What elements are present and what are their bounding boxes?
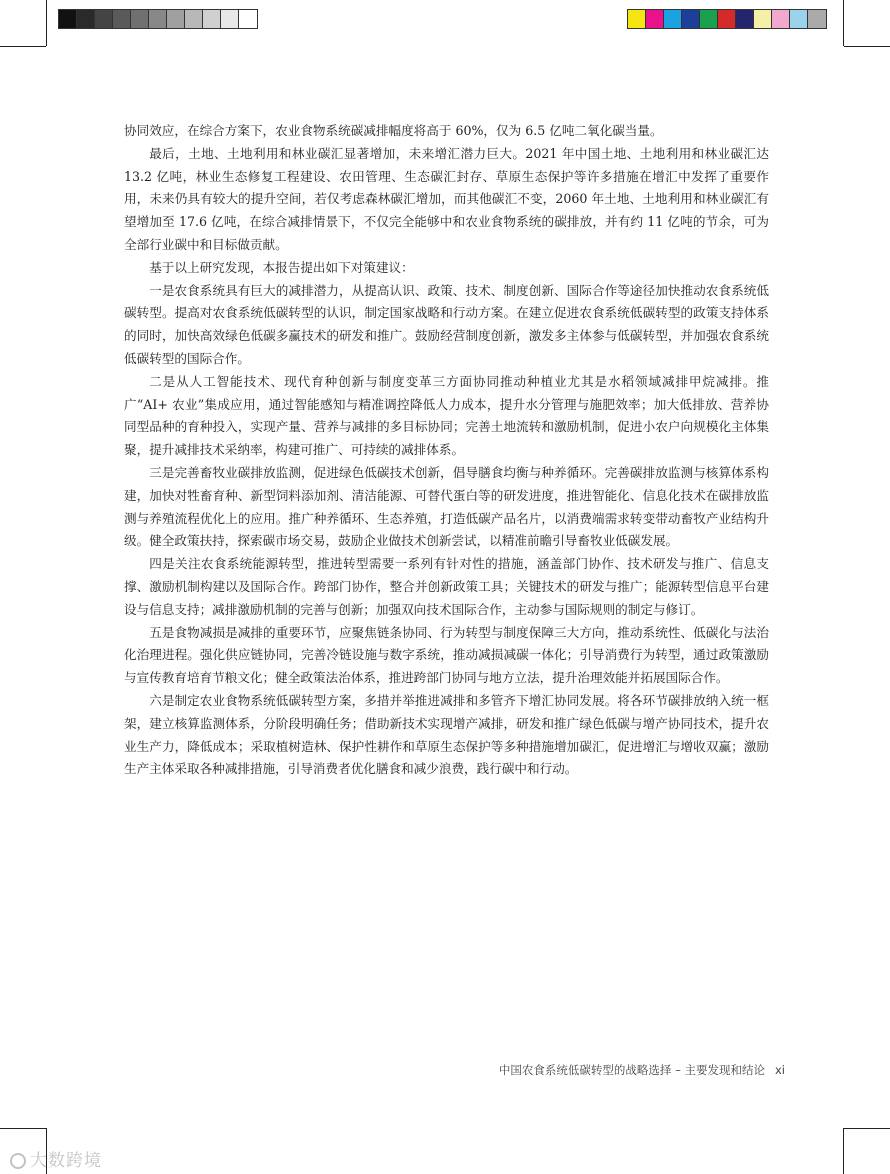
watermark-logo-icon bbox=[10, 1153, 26, 1169]
gray-swatch-1 bbox=[59, 10, 77, 28]
gray-swatch-2 bbox=[77, 10, 95, 28]
crop-mark-top-left-h bbox=[0, 46, 46, 47]
grayscale-calibration-bar bbox=[58, 9, 258, 29]
main-text bbox=[124, 120, 769, 781]
paragraph-recommendations-intro: 基于以上研究发现，本报告提出如下对策建议： bbox=[149, 259, 414, 275]
color-swatch-9 bbox=[772, 10, 790, 28]
paragraph-continuation: 协同效应，在综合方案下，农业食物系统碳减排幅度将高于 60%，仅为 6.5 亿吨二氧化碳当量。 bbox=[124, 123, 663, 138]
gray-swatch-7 bbox=[167, 10, 185, 28]
color-swatch-8 bbox=[754, 10, 772, 28]
crop-mark-top-right-v bbox=[843, 0, 844, 46]
gray-swatch-3 bbox=[95, 10, 113, 28]
running-title: 中国农食系统低碳转型的战略选择 – 主要发现和结论 bbox=[498, 1063, 765, 1077]
color-swatch-11 bbox=[808, 10, 826, 28]
crop-mark-bottom-right-v bbox=[843, 1128, 844, 1174]
color-swatch-4 bbox=[682, 10, 700, 28]
color-swatch-7 bbox=[736, 10, 754, 28]
gray-swatch-10 bbox=[221, 10, 239, 28]
color-swatch-1 bbox=[628, 10, 646, 28]
color-swatch-5 bbox=[700, 10, 718, 28]
gray-swatch-5 bbox=[131, 10, 149, 28]
paragraph-recommendation-5: 五是食物减损是减排的重要环节，应聚焦链条协同、行为转型与制度保障三大方向，推动系统性、低碳化与法治化治理进程。强化供应链协同，完善冷链设施与数字系统，推动减损减碳一体化；引导消费行为转型，通过政策激励与宣传教育培育节粮文化；健全政策法治体系，推进跨部门协同与地方立法，提升治理效能并拓展国际合作。 bbox=[124, 624, 769, 686]
gray-swatch-8 bbox=[185, 10, 203, 28]
paragraph-recommendation-4: 四是关注农食系统能源转型，推进转型需要一系列有针对性的措施，涵盖部门协作、技术研发与推广、信息支撑、激励机制构建以及国际合作。跨部门协作，整合并创新政策工具；关键技术的研发与推广；能源转型信息平台建设与信息支持；减排激励机制的完善与创新；加强双向技术国际合作，主动参与国际规则的制定与修订。 bbox=[124, 556, 769, 617]
color-swatch-6 bbox=[718, 10, 736, 28]
gray-swatch-11 bbox=[239, 10, 257, 28]
crop-mark-bottom-left-h bbox=[0, 1128, 46, 1129]
crop-mark-top-right-h bbox=[844, 46, 890, 47]
color-swatch-2 bbox=[646, 10, 664, 28]
paragraph-recommendation-2: 二是从人工智能技术、现代育种创新与制度变革三方面协同推动种植业尤其是水稻领域减排甲烷减排。推广“AI+ 农业”集成应用，通过智能感知与精准调控降低人力成本，提升水分管理与施肥效率；加大低排放、营养协同型品种的育种投入，实现产量、营养与减排的多目标协同；完善土地流转和激励机制，促进小农户向规模化主体集聚，提升减排技术采纳率，构建可推广、可持续的减排体系。 bbox=[124, 373, 769, 458]
watermark-text: 大数跨境 bbox=[30, 1151, 102, 1171]
page-number: xi bbox=[774, 1063, 785, 1077]
page-footer bbox=[380, 1062, 785, 1078]
crop-mark-top-left-v bbox=[46, 0, 47, 46]
gray-swatch-6 bbox=[149, 10, 167, 28]
color-calibration-bar bbox=[627, 9, 827, 29]
paragraph-recommendation-3: 三是完善畜牧业碳排放监测，促进绿色低碳技术创新，倡导膳食均衡与种养循环。完善碳排放监测与核算体系构建，加快对牲畜育种、新型饲料添加剂、清洁能源、可替代蛋白等的研发进度，推进智能化、信息化技术在碳排放监测与养殖流程优化上的应用。推广种养循环、生态养殖，打造低碳产品名片，以消费端需求转变带动畜牧产业结构升级。健全政策扶持，探索碳市场交易，鼓励企业做技术创新尝试，以精准前瞻引导畜牧业低碳发展。 bbox=[124, 464, 769, 549]
crop-mark-bottom-right-h bbox=[844, 1128, 890, 1129]
paragraph-recommendation-6: 六是制定农业食物系统低碳转型方案，多措并举推进减排和多管齐下增汇协同发展。将各环节碳排放纳入统一框架，建立核算监测体系，分阶段明确任务；借助新技术实现增产减排，研发和推广绿色低碳与增产协同技术，提升农业生产力，降低成本；采取植树造林、保护性耕作和草原生态保护等多种措施增加碳汇，促进增汇与增收双赢；激励生产主体采取各种减排措施，引导消费者优化膳食和减少浪费，践行碳中和行动。 bbox=[124, 692, 769, 777]
color-swatch-10 bbox=[790, 10, 808, 28]
paragraph-carbon-sink: 最后，土地、土地利用和林业碳汇显著增加，未来增汇潜力巨大。2021 年中国土地、土地利用和林业碳汇达 13.2 亿吨，林业生态修复工程建设、农田管理、生态碳汇封存、草原生态保护等许多措施在增汇中发挥了重要作用，未来仍具有较大的提升空间，若仅考虑森林碳汇增加，而其他碳汇不变，2060 年土地、土地利用和林业碳汇有望增加至 17.6 亿吨，在综合减排情景下，不仅完全能够中和农业食物系统的碳排放，并有约 11 亿吨的节余，可为全部行业碳中和目标做贡献。 bbox=[124, 145, 769, 252]
watermark bbox=[10, 1146, 102, 1171]
gray-swatch-9 bbox=[203, 10, 221, 28]
color-swatch-3 bbox=[664, 10, 682, 28]
paragraph-recommendation-1: 一是农食系统具有巨大的减排潜力，从提高认识、政策、技术、制度创新、国际合作等途径加快推动农食系统低碳转型。提高对农食系统低碳转型的认识，制定国家战略和行动方案。在建立促进农食系统低碳转型的政策支持体系的同时，加快高效绿色低碳多赢技术的研发和推广。鼓励经营制度创新，激发多主体参与低碳转型，并加强农食系统低碳转型的国际合作。 bbox=[124, 282, 769, 366]
gray-swatch-4 bbox=[113, 10, 131, 28]
